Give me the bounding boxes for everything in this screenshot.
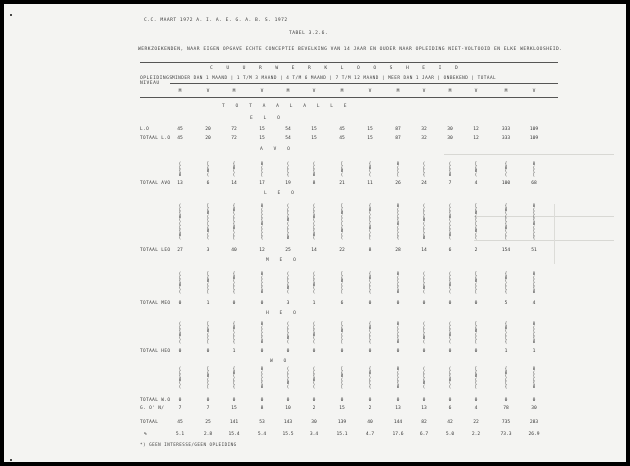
table-cell: 8 xyxy=(312,181,316,186)
stacked-column-marks: ( [ { 0 ( ( [ { 0 ( xyxy=(312,203,316,241)
table-cell: 5.0 xyxy=(445,432,455,437)
table-cell: 12 xyxy=(259,248,265,253)
table-cell: 15 xyxy=(231,406,237,411)
table-cell: 0 xyxy=(368,301,372,306)
table-cell: 1 xyxy=(206,301,210,306)
stacked-column-marks: ( [ { 0 ( ( xyxy=(312,366,316,389)
table-cell: 15 xyxy=(311,136,317,141)
table-cell: 0 xyxy=(474,349,478,354)
table-cell: 32 xyxy=(421,127,427,132)
table-cell: 5 xyxy=(504,301,508,306)
table-cell: 7 xyxy=(448,181,452,186)
stacked-column-marks: 0 ( ( [ xyxy=(396,161,400,177)
table-cell: 1 xyxy=(312,301,316,306)
table-cell: 109 xyxy=(529,127,539,132)
section-title-meo: M E O xyxy=(266,258,300,263)
table-cell: 6 xyxy=(206,181,210,186)
table-cell: 17 xyxy=(259,181,265,186)
table-cell: 15 xyxy=(367,136,373,141)
stacked-column-marks: [ { 0 ( ( [ xyxy=(474,321,478,344)
sub-label: M xyxy=(504,89,508,94)
table-cell: 0 xyxy=(448,301,452,306)
show-through-line xyxy=(474,240,614,241)
section-title-heo: H E O xyxy=(266,311,300,316)
table-cell: 2.2 xyxy=(471,432,481,437)
table-cell: 30 xyxy=(531,406,537,411)
table-cell: 5.1 xyxy=(175,432,185,437)
table-cell: 7 xyxy=(178,406,182,411)
table-cell: 4 xyxy=(532,301,536,306)
footnote: *) GEEN INTERESSE/GEEN OPLEIDING xyxy=(140,442,237,447)
row-label-leo-total: TOTAAL LEO xyxy=(140,248,171,253)
table-cell: 0 xyxy=(368,349,372,354)
table-cell: 0 xyxy=(260,349,264,354)
sub-label: V xyxy=(474,89,478,94)
stacked-column-marks: { 0 ( ( xyxy=(368,161,372,177)
stacked-column-marks: ( [ { 0 ( ( xyxy=(312,321,316,344)
table-cell: 0 xyxy=(260,301,264,306)
stacked-column-marks: 0 ( ( [ { 0 xyxy=(260,321,264,344)
stacked-column-marks: [ { 0 ( xyxy=(206,161,210,177)
table-cell: 15 xyxy=(311,127,317,132)
stacked-column-marks: ( [ { 0 xyxy=(312,161,316,177)
stacked-column-marks: ( [ { 0 ( ( xyxy=(448,321,452,344)
table-cell: 26.9 xyxy=(528,432,540,437)
table-cell: 100 xyxy=(501,181,511,186)
table-cell: 0 xyxy=(232,301,236,306)
table-cell: 0 xyxy=(448,349,452,354)
table-cell: 20 xyxy=(205,136,211,141)
stacked-column-marks: 0 ( ( [ { 0 ( ( [ { xyxy=(260,203,264,241)
column-groups: MINDER DAN 1 MAAND | 1 T/M 3 MAAND | 4 T/M 6 MAAND | 7 T/M 12 MAAND | MEER DAN 1 JAAR | ONBEKEND | TOTAAL xyxy=(172,76,497,81)
stacked-column-marks: [ { 0 ( ( [ xyxy=(206,366,210,389)
section-title-avo: A V O xyxy=(260,147,294,152)
stacked-column-marks: ( [ { 0 ( ( xyxy=(178,366,182,389)
row-label-wo-total: TOTAAL W.O xyxy=(140,398,171,403)
stacked-column-marks: ( [ { 0 ( ( xyxy=(448,366,452,389)
stacked-column-marks: ( [ { 0 ( ( xyxy=(178,271,182,294)
table-cell: 17.6 xyxy=(392,432,404,437)
table-cell: 139 xyxy=(337,420,347,425)
stacked-column-marks: 0 ( ( [ { 0 ( ( [ { xyxy=(532,203,536,241)
column-group-label: C U U R W E R K L O O S H E I D xyxy=(210,66,464,71)
table-cell: 1 xyxy=(504,349,508,354)
stacked-column-marks: 0 ( ( [ { 0 ( ( [ { xyxy=(396,203,400,241)
table-cell: 87 xyxy=(395,136,401,141)
stacked-column-marks: 0 ( ( [ xyxy=(532,161,536,177)
stacked-column-marks: [ { 0 ( ( [ xyxy=(474,366,478,389)
stacked-column-marks: ( ( [ { xyxy=(422,161,426,177)
table-cell: 0 xyxy=(396,398,400,403)
table-cell: 0 xyxy=(206,349,210,354)
table-cell: 0 xyxy=(312,398,316,403)
stacked-column-marks: 0 ( ( [ { 0 xyxy=(260,366,264,389)
show-through-line xyxy=(474,216,614,217)
table-cell: 11 xyxy=(367,181,373,186)
row-axis-label: OPLEIDINGS NIVEAU xyxy=(140,76,173,86)
table-cell: 54 xyxy=(285,127,291,132)
header-rule-mid xyxy=(170,83,558,84)
stacked-column-marks: 0 ( ( [ { 0 xyxy=(532,366,536,389)
table-cell: 6.7 xyxy=(419,432,429,437)
stacked-column-marks: ( ( [ { 0 ( ( [ { 0 xyxy=(422,203,426,241)
stacked-column-marks: { 0 ( ( [ { xyxy=(504,366,508,389)
stacked-column-marks: [ { 0 ( xyxy=(474,161,478,177)
table-cell: 15 xyxy=(259,127,265,132)
table-cell: 27 xyxy=(177,248,183,253)
stacked-column-marks: [ { 0 ( xyxy=(340,161,344,177)
table-cell: 3 xyxy=(206,248,210,253)
stacked-column-marks: 0 ( ( [ { 0 xyxy=(396,271,400,294)
row-label-elo: L.O xyxy=(140,127,150,132)
table-cell: 2 xyxy=(368,406,372,411)
stacked-column-marks: ( ( [ { 0 ( xyxy=(286,321,290,344)
stacked-column-marks: ( ( [ { 0 ( xyxy=(422,366,426,389)
table-cell: 6 xyxy=(340,301,344,306)
table-cell: 8 xyxy=(260,406,264,411)
stacked-column-marks: [ { 0 ( ( [ xyxy=(474,271,478,294)
binder-hole xyxy=(10,14,12,16)
table-cell: 5.4 xyxy=(257,432,267,437)
table-title: WERKZOEKENDEN, NAAR EIGEN OPGAVE ECHTE CONCEPTIE BEVELKING VAN 14 JAAR EN OUDER NAAR OPLEIDING NIET-VOLTOOID EN ELKE WERKLOOSHEID. xyxy=(138,47,563,52)
stacked-column-marks: 0 ( ( [ { 0 xyxy=(532,271,536,294)
table-cell: 25 xyxy=(285,248,291,253)
table-cell: 22 xyxy=(473,420,479,425)
sub-label: M xyxy=(448,89,452,94)
show-through-line xyxy=(554,204,555,264)
sub-label: M xyxy=(396,89,400,94)
table-cell: 24 xyxy=(421,181,427,186)
sub-label: M xyxy=(340,89,344,94)
stacked-column-marks: [ { 0 ( ( [ xyxy=(206,271,210,294)
row-label-avo-total: TOTAAL AVO xyxy=(140,181,171,186)
stacked-column-marks: { 0 ( ( [ { xyxy=(504,271,508,294)
table-cell: 0 xyxy=(178,301,182,306)
table-cell: 0 xyxy=(312,349,316,354)
table-cell: 87 xyxy=(395,127,401,132)
stacked-column-marks: { 0 ( ( [ { xyxy=(504,321,508,344)
sub-label: V xyxy=(532,89,536,94)
table-cell: 82 xyxy=(421,420,427,425)
table-cell: 0 xyxy=(206,398,210,403)
stacked-column-marks: ( ( [ { 0 ( xyxy=(422,271,426,294)
stacked-column-marks: ( ( [ { 0 ( xyxy=(422,321,426,344)
table-cell: 12 xyxy=(473,136,479,141)
row-label-meo-total: TOTAAL MEO xyxy=(140,301,171,306)
stacked-column-marks: { 0 ( ( [ { xyxy=(232,271,236,294)
table-cell: 4.7 xyxy=(365,432,375,437)
table-cell: 6 xyxy=(448,248,452,253)
table-cell: 3.4 xyxy=(309,432,319,437)
table-cell: 28 xyxy=(395,248,401,253)
stacked-column-marks: { 0 ( ( [ { 0 ( ( [ xyxy=(504,203,508,241)
row-label-percent: % xyxy=(144,432,148,437)
table-cell: 0 xyxy=(178,398,182,403)
table-cell: 0 xyxy=(422,398,426,403)
stacked-column-marks: { 0 ( ( [ { xyxy=(232,366,236,389)
stacked-column-marks: 0 ( ( [ { 0 xyxy=(396,366,400,389)
stacked-column-marks: ( ( [ { 0 ( xyxy=(286,366,290,389)
table-cell: 143 xyxy=(283,420,293,425)
table-cell: 14 xyxy=(421,248,427,253)
stacked-column-marks: { 0 ( ( [ { xyxy=(368,321,372,344)
scanned-page xyxy=(4,4,626,462)
table-cell: 12 xyxy=(473,127,479,132)
table-cell: 2 xyxy=(474,248,478,253)
table-cell: 22 xyxy=(339,248,345,253)
table-cell: 15 xyxy=(367,127,373,132)
table-cell: 10 xyxy=(285,406,291,411)
stacked-column-marks: ( [ { 0 xyxy=(178,161,182,177)
table-cell: 30 xyxy=(311,420,317,425)
row-label-totaal: TOTAAL xyxy=(140,420,159,425)
table-cell: 13 xyxy=(421,406,427,411)
table-cell: 15.4 xyxy=(228,432,240,437)
table-cell: 0 xyxy=(474,301,478,306)
table-cell: 72 xyxy=(231,127,237,132)
sub-label: V xyxy=(260,89,264,94)
table-cell: 45 xyxy=(339,127,345,132)
stacked-column-marks: { 0 ( ( xyxy=(232,161,236,177)
sub-label: V xyxy=(368,89,372,94)
stacked-column-marks: 0 ( ( [ { 0 xyxy=(532,321,536,344)
header-rule-top xyxy=(140,62,558,63)
sub-label: V xyxy=(422,89,426,94)
stacked-column-marks: ( ( [ { 0 ( xyxy=(286,271,290,294)
table-cell: 6 xyxy=(448,406,452,411)
table-cell: 8 xyxy=(368,248,372,253)
table-cell: 0 xyxy=(396,301,400,306)
table-cell: 32 xyxy=(421,136,427,141)
stacked-column-marks: ( [ { 0 ( ( xyxy=(448,271,452,294)
table-cell: 14 xyxy=(311,248,317,253)
sub-label: M xyxy=(232,89,236,94)
table-cell: 15.1 xyxy=(336,432,348,437)
table-cell: 0 xyxy=(178,349,182,354)
table-cell: 15.5 xyxy=(282,432,294,437)
table-cell: 51 xyxy=(531,248,537,253)
table-cell: 109 xyxy=(529,136,539,141)
table-cell: 1 xyxy=(232,349,236,354)
stacked-column-marks: { 0 ( ( [ { xyxy=(368,366,372,389)
table-cell: 0 xyxy=(286,398,290,403)
table-cell: 1 xyxy=(532,349,536,354)
stacked-column-marks: { 0 ( ( [ { 0 ( ( [ xyxy=(232,203,236,241)
row-label-elo-total: TOTAAL L.O xyxy=(140,136,171,141)
table-id: TABEL 3.2.6. xyxy=(289,31,329,36)
stacked-column-marks: 0 ( ( [ xyxy=(260,161,264,177)
table-cell: 0 xyxy=(422,301,426,306)
stacked-column-marks: { 0 ( ( xyxy=(504,161,508,177)
table-cell: 141 xyxy=(229,420,239,425)
stacked-column-marks: [ { 0 ( ( [ { 0 ( ( xyxy=(206,203,210,241)
stacked-column-marks: ( [ { 0 ( ( xyxy=(312,271,316,294)
row-label-heo-total: TOTAAL HEO xyxy=(140,349,171,354)
table-cell: 283 xyxy=(529,420,539,425)
source-line: C.C. MAART 1972 A. I. A. E. G. A. B. S. 1972 xyxy=(144,18,288,23)
table-cell: 19 xyxy=(285,181,291,186)
stacked-column-marks: ( [ { 0 ( ( xyxy=(178,321,182,344)
stacked-column-marks: [ { 0 ( ( [ xyxy=(340,366,344,389)
table-cell: 15 xyxy=(339,406,345,411)
table-cell: 0 xyxy=(368,398,372,403)
section-title-elo: E L O xyxy=(250,116,284,121)
table-cell: 0 xyxy=(532,398,536,403)
stacked-column-marks: ( [ { 0 ( ( [ { 0 ( xyxy=(448,203,452,241)
section-title-leo: L E O xyxy=(264,191,298,196)
table-cell: 72 xyxy=(231,136,237,141)
table-cell: 78 xyxy=(503,406,509,411)
table-cell: 30 xyxy=(447,127,453,132)
table-cell: 45 xyxy=(177,127,183,132)
sub-label: M xyxy=(286,89,290,94)
table-cell: 0 xyxy=(340,349,344,354)
table-cell: 735 xyxy=(501,420,511,425)
stacked-column-marks: ( [ { 0 xyxy=(448,161,452,177)
stacked-column-marks: { 0 ( ( [ { 0 ( ( [ xyxy=(368,203,372,241)
table-cell: 21 xyxy=(339,181,345,186)
stacked-column-marks: [ { 0 ( ( [ xyxy=(340,321,344,344)
sub-label: V xyxy=(206,89,210,94)
table-cell: 0 xyxy=(260,398,264,403)
table-cell: 45 xyxy=(339,136,345,141)
table-cell: 154 xyxy=(501,248,511,253)
stacked-column-marks: 0 ( ( [ { 0 xyxy=(260,271,264,294)
row-label-onbekend: G. O' N/ xyxy=(140,406,165,411)
table-cell: 144 xyxy=(393,420,403,425)
table-cell: 54 xyxy=(285,136,291,141)
stacked-column-marks: 0 ( ( [ { 0 xyxy=(396,321,400,344)
stacked-column-marks: { 0 ( ( [ { xyxy=(368,271,372,294)
sub-label: M xyxy=(178,89,182,94)
table-cell: 68 xyxy=(531,181,537,186)
stacked-column-marks: [ { 0 ( ( [ xyxy=(206,321,210,344)
table-cell: 40 xyxy=(367,420,373,425)
table-cell: 3 xyxy=(286,301,290,306)
table-cell: 13 xyxy=(395,406,401,411)
table-cell: 45 xyxy=(177,136,183,141)
table-cell: 0 xyxy=(422,349,426,354)
stacked-column-marks: [ { 0 ( ( [ { 0 ( ( xyxy=(474,203,478,241)
table-cell: 7 xyxy=(206,406,210,411)
table-cell: 0 xyxy=(286,349,290,354)
section-title-totaal: T O T A A L A L L E xyxy=(222,104,351,109)
table-cell: 26 xyxy=(395,181,401,186)
table-cell: 0 xyxy=(232,398,236,403)
stacked-column-marks: [ { 0 ( ( [ xyxy=(340,271,344,294)
show-through-line xyxy=(444,154,614,155)
table-cell: 30 xyxy=(447,136,453,141)
table-cell: 73.3 xyxy=(500,432,512,437)
table-cell: 53 xyxy=(259,420,265,425)
table-cell: 4 xyxy=(474,406,478,411)
stacked-column-marks: ( ( [ { 0 ( ( [ { 0 xyxy=(286,203,290,241)
table-cell: 40 xyxy=(231,248,237,253)
section-title-wo: W O xyxy=(270,359,291,364)
table-cell: 15 xyxy=(259,136,265,141)
sub-label: V xyxy=(312,89,316,94)
table-cell: 333 xyxy=(501,136,511,141)
table-cell: 0 xyxy=(448,398,452,403)
table-cell: 0 xyxy=(504,398,508,403)
stacked-column-marks: ( [ { 0 ( ( [ { 0 ( xyxy=(178,203,182,241)
table-cell: 4 xyxy=(474,181,478,186)
table-cell: 20 xyxy=(205,127,211,132)
table-cell: 0 xyxy=(396,349,400,354)
stacked-column-marks: [ { 0 ( ( [ { 0 ( ( xyxy=(340,203,344,241)
table-cell: 0 xyxy=(340,398,344,403)
table-cell: 45 xyxy=(177,420,183,425)
binder-hole xyxy=(10,459,12,461)
table-cell: 42 xyxy=(447,420,453,425)
stacked-column-marks: { 0 ( ( [ { xyxy=(232,321,236,344)
table-cell: 13 xyxy=(177,181,183,186)
stacked-column-marks: ( ( [ { xyxy=(286,161,290,177)
table-cell: 0 xyxy=(474,398,478,403)
table-cell: 25 xyxy=(205,420,211,425)
table-cell: 2.8 xyxy=(203,432,213,437)
table-cell: 14 xyxy=(231,181,237,186)
table-cell: 333 xyxy=(501,127,511,132)
header-rule-bottom xyxy=(140,97,558,98)
table-cell: 2 xyxy=(312,406,316,411)
